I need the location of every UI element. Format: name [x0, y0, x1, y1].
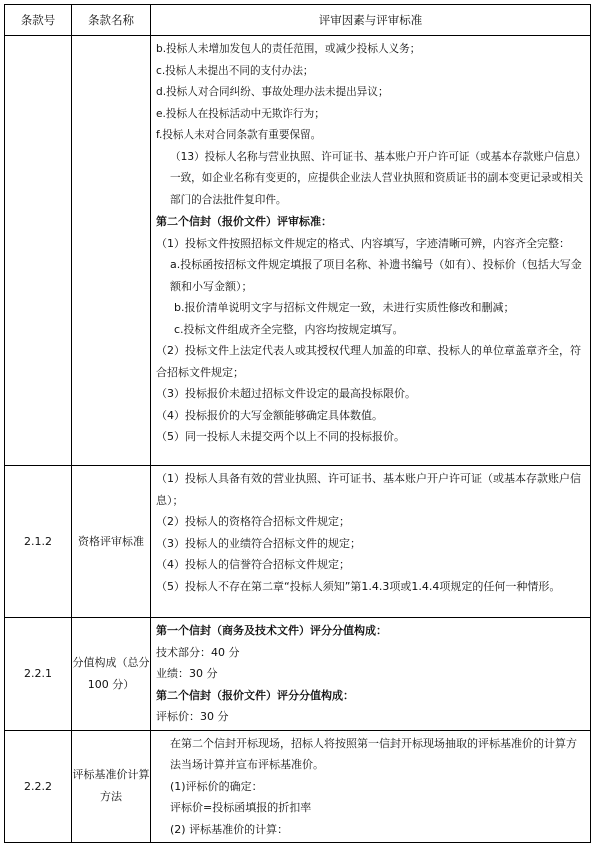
criteria-cell [151, 730, 591, 843]
criteria-line: e.投标人在投标活动中无欺诈行为； [156, 107, 325, 120]
criteria-line: 评标价：30 分 [156, 710, 229, 723]
criteria-line: (1)评标价的确定： [170, 779, 263, 793]
criteria-cell [151, 618, 591, 731]
criteria-line: b.投标人未增加发包人的责任范围，或减少投标人义务； [156, 43, 421, 55]
clause-name-cell: 评标基准价计算方法 [72, 730, 151, 843]
clause-no-cell [5, 36, 72, 466]
criteria-line: b.报价清单说明文字与招标文件规定一致，未进行实质性修改和删减； [174, 301, 515, 314]
header-clause-name: 条款名称 [72, 5, 151, 36]
table-row [5, 36, 591, 466]
clause-name-cell [72, 36, 151, 466]
criteria-line: （1）投标文件按照招标文件规定的格式、内容填写，字迹清晰可辨，内容齐全完整： [156, 236, 570, 250]
evaluation-table [4, 4, 591, 843]
criteria-line: c.投标文件组成齐全完整，内容均按规定填写。 [174, 322, 404, 336]
table-row [5, 618, 591, 731]
clause-no-cell: 2.1.2 [5, 466, 72, 618]
criteria-line: （3）投标报价未超过招标文件设定的最高投标限价。 [156, 387, 416, 400]
criteria-line: （4）投标报价的大写金额能够确定具体数值。 [156, 408, 383, 422]
criteria-line: （2）投标文件上法定代表人或其授权代理人加盖的印章、投标人的单位章盖章齐全，符合招标文件规定； [156, 344, 581, 379]
table-row [5, 730, 591, 843]
clause-name-cell: 资格评审标准 [72, 466, 151, 618]
criteria-line: （5）同一投标人未提交两个以上不同的投标报价。 [156, 430, 405, 443]
clause-no-cell: 2.2.2 [5, 730, 72, 843]
criteria-cell [151, 466, 591, 618]
criteria-line: d.投标人对合同纠纷、事故处理办法未提出异议； [156, 86, 389, 98]
criteria-line: 评标价=投标函填报的折扣率 [170, 801, 312, 814]
criteria-line: 技术部分：40 分 [156, 645, 240, 659]
criteria-line: （13）投标人名称与营业执照、许可证书、基本账户开户许可证（或基本存款账户信息）一致，如企业名称有变更的，应提供企业法人营业执照和资质证书的副本变更记录或相关部门的合法批件复印件。 [170, 150, 584, 206]
criteria-line: （2）投标人的资格符合招标文件规定； [156, 515, 350, 528]
clause-no-cell: 2.2.1 [5, 618, 72, 731]
clause-name-cell: 分值构成（总分 100 分） [72, 618, 151, 731]
criteria-cell [151, 36, 591, 466]
criteria-line: （1）投标人具备有效的营业执照、许可证书、基本账户开户许可证（或基本存款账户信息）； [156, 472, 581, 507]
criteria-line: (2) 评标基准价的计算： [170, 822, 289, 836]
criteria-line: 业绩：30 分 [156, 667, 218, 680]
criteria-line: a.投标函按招标文件规定填报了项目名称、补遗书编号（如有）、投标价（包括大写金额和小写金额）； [170, 258, 582, 293]
criteria-heading: 第二个信封（报价文件）评审标准： [156, 215, 332, 228]
criteria-line: f.投标人未对合同条款有重要保留。 [156, 129, 322, 141]
header-clause-no: 条款号 [5, 5, 72, 36]
criteria-line: c.投标人未提出不同的支付办法； [156, 64, 314, 77]
criteria-line: （4）投标人的信誉符合招标文件规定； [156, 558, 350, 571]
criteria-line: 在第二个信封开标现场，招标人将按照第一信封开标现场抽取的评标基准价的计算方法当场计算并宣布评标基准价。 [170, 736, 577, 771]
table-header-row [5, 5, 591, 36]
criteria-heading: 第二个信封（报价文件）评分分值构成： [156, 688, 354, 702]
table-row [5, 466, 591, 618]
criteria-heading: 第一个信封（商务及技术文件）评分分值构成： [156, 624, 387, 637]
criteria-line: （3）投标人的业绩符合招标文件的规定； [156, 536, 361, 550]
header-criteria: 评审因素与评审标准 [151, 5, 591, 36]
criteria-line: （5）投标人不存在第二章“投标人须知”第1.4.3项或1.4.4项规定的任何一种情形。 [156, 579, 561, 593]
